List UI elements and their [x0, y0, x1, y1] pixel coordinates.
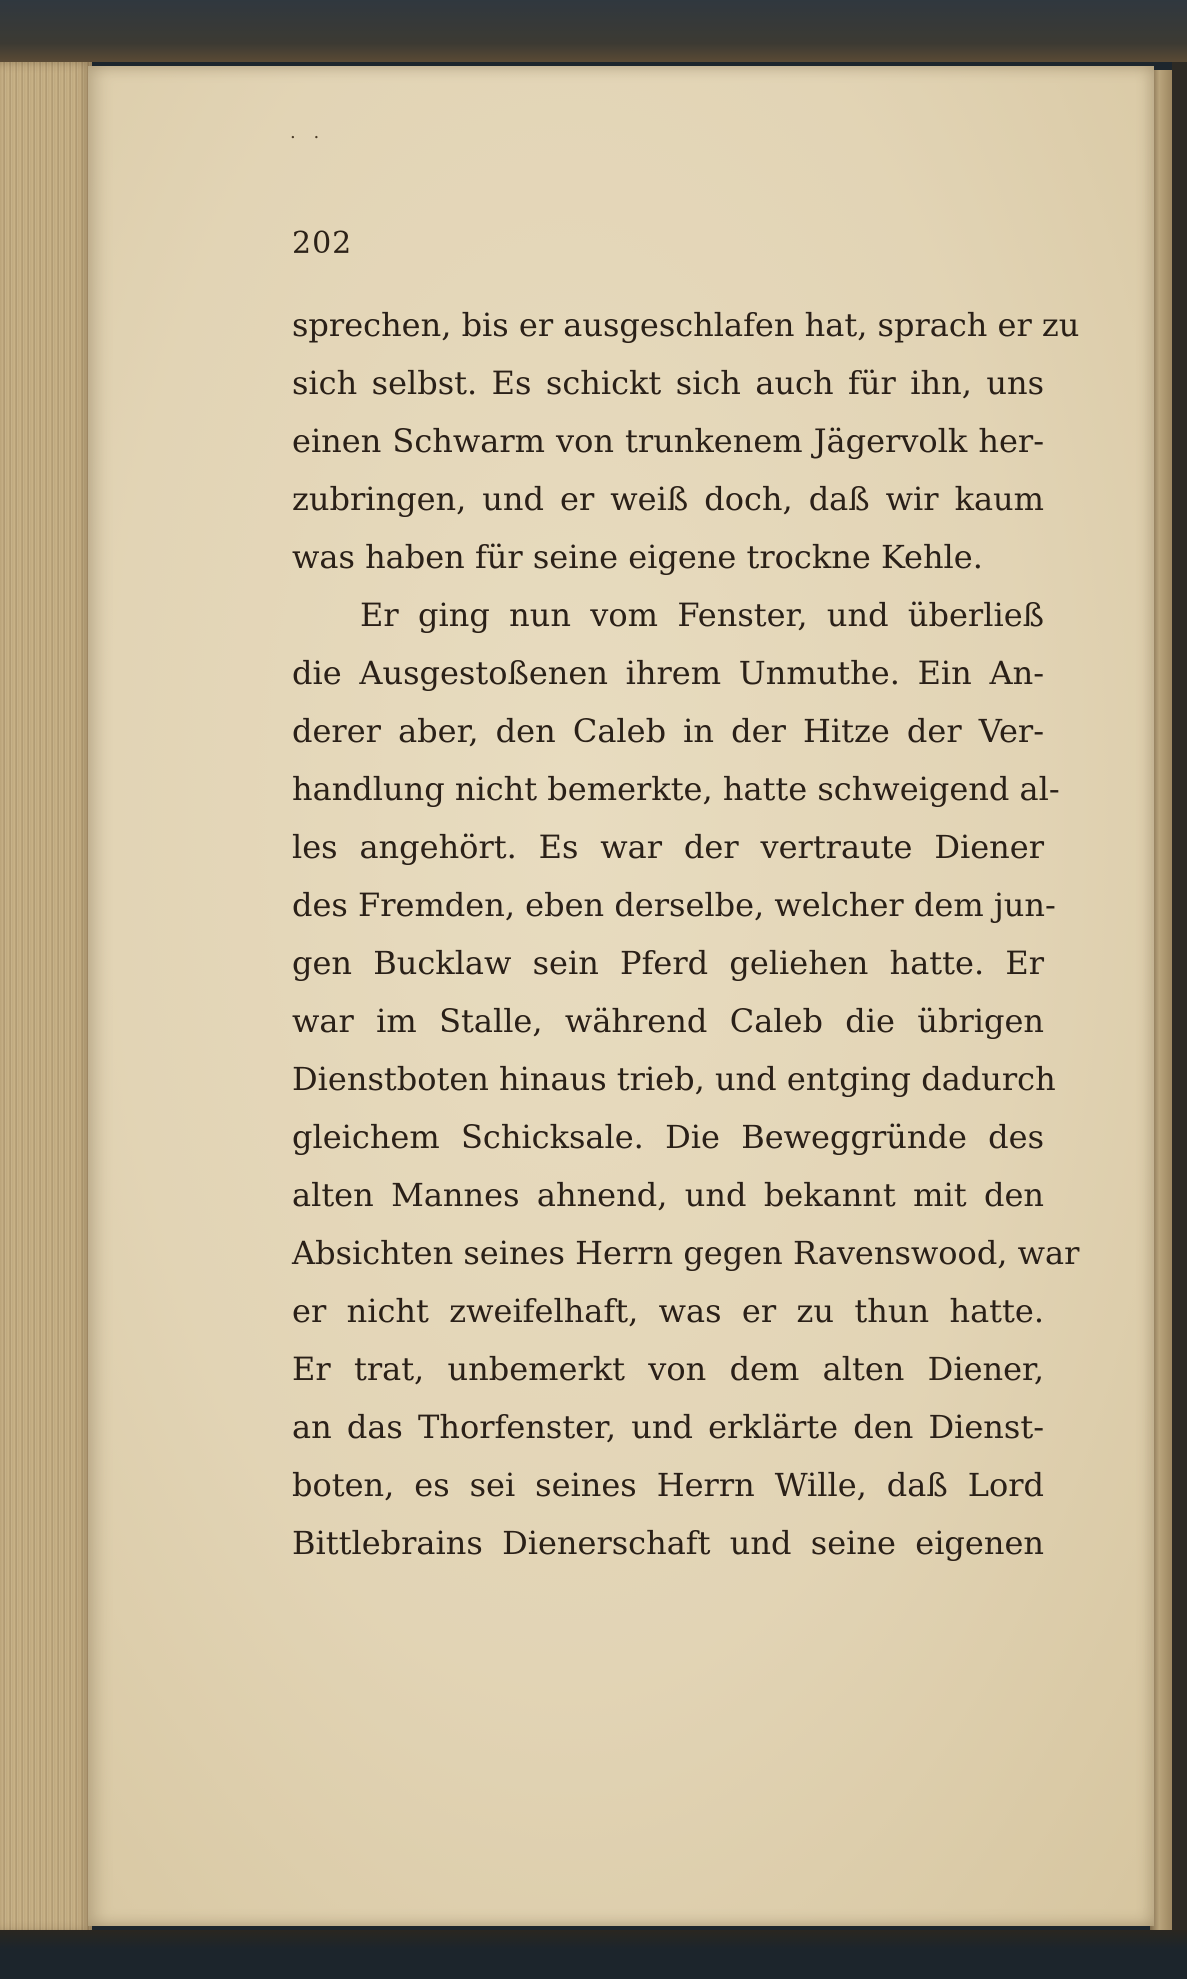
page-number: 202 — [292, 226, 353, 261]
page-edges-left — [0, 62, 92, 1932]
book-cover-top — [0, 0, 1187, 62]
text-line: handlung nicht bemerkte, hatte schweigend al- — [292, 770, 1060, 808]
text-line: war im Stalle, während Caleb die übrigen — [292, 1002, 1044, 1040]
text-line: an das Thorfenster, und erklärte den Dienst- — [292, 1408, 1044, 1446]
text-line: gleichem Schicksale. Die Beweggründe des — [292, 1118, 1044, 1156]
text-line: Dienstboten hinaus trieb, und entging dadurch — [292, 1060, 1056, 1098]
header-dots: . . — [290, 122, 326, 143]
text-line: einen Schwarm von trunkenem Jägervolk her- — [292, 422, 1044, 460]
text-line: derer aber, den Caleb in der Hitze der Ver- — [292, 712, 1044, 750]
text-line: die Ausgestoßenen ihrem Unmuthe. Ein An- — [292, 654, 1044, 692]
text-line: Bittlebrains Dienerschaft und seine eigenen — [292, 1524, 1044, 1562]
book-cover-bottom — [0, 1930, 1187, 1979]
text-line: des Fremden, eben derselbe, welcher dem jun- — [292, 886, 1056, 924]
text-line: les angehört. Es war der vertraute Diener — [292, 828, 1044, 866]
text-line: Absichten seines Herrn gegen Ravenswood, war — [292, 1234, 1080, 1272]
text-line: sich selbst. Es schickt sich auch für ihn, uns — [292, 364, 1044, 402]
text-line: sprechen, bis er ausgeschlafen hat, sprach er zu — [292, 306, 1080, 344]
cover-edge-right — [1172, 62, 1187, 1932]
text-line: was haben für seine eigene trockne Kehle. — [292, 538, 983, 576]
text-line: Er ging nun vom Fenster, und überließ — [360, 596, 1044, 634]
text-line: er nicht zweifelhaft, was er zu thun hatte. — [292, 1292, 1044, 1330]
text-line: gen Bucklaw sein Pferd geliehen hatte. Er — [292, 944, 1044, 982]
text-line: alten Mannes ahnend, und bekannt mit den — [292, 1176, 1044, 1214]
text-line: boten, es sei seines Herrn Wille, daß Lord — [292, 1466, 1044, 1504]
text-line: Er trat, unbemerkt von dem alten Diener, — [292, 1350, 1044, 1388]
text-line: zubringen, und er weiß doch, daß wir kaum — [292, 480, 1044, 518]
